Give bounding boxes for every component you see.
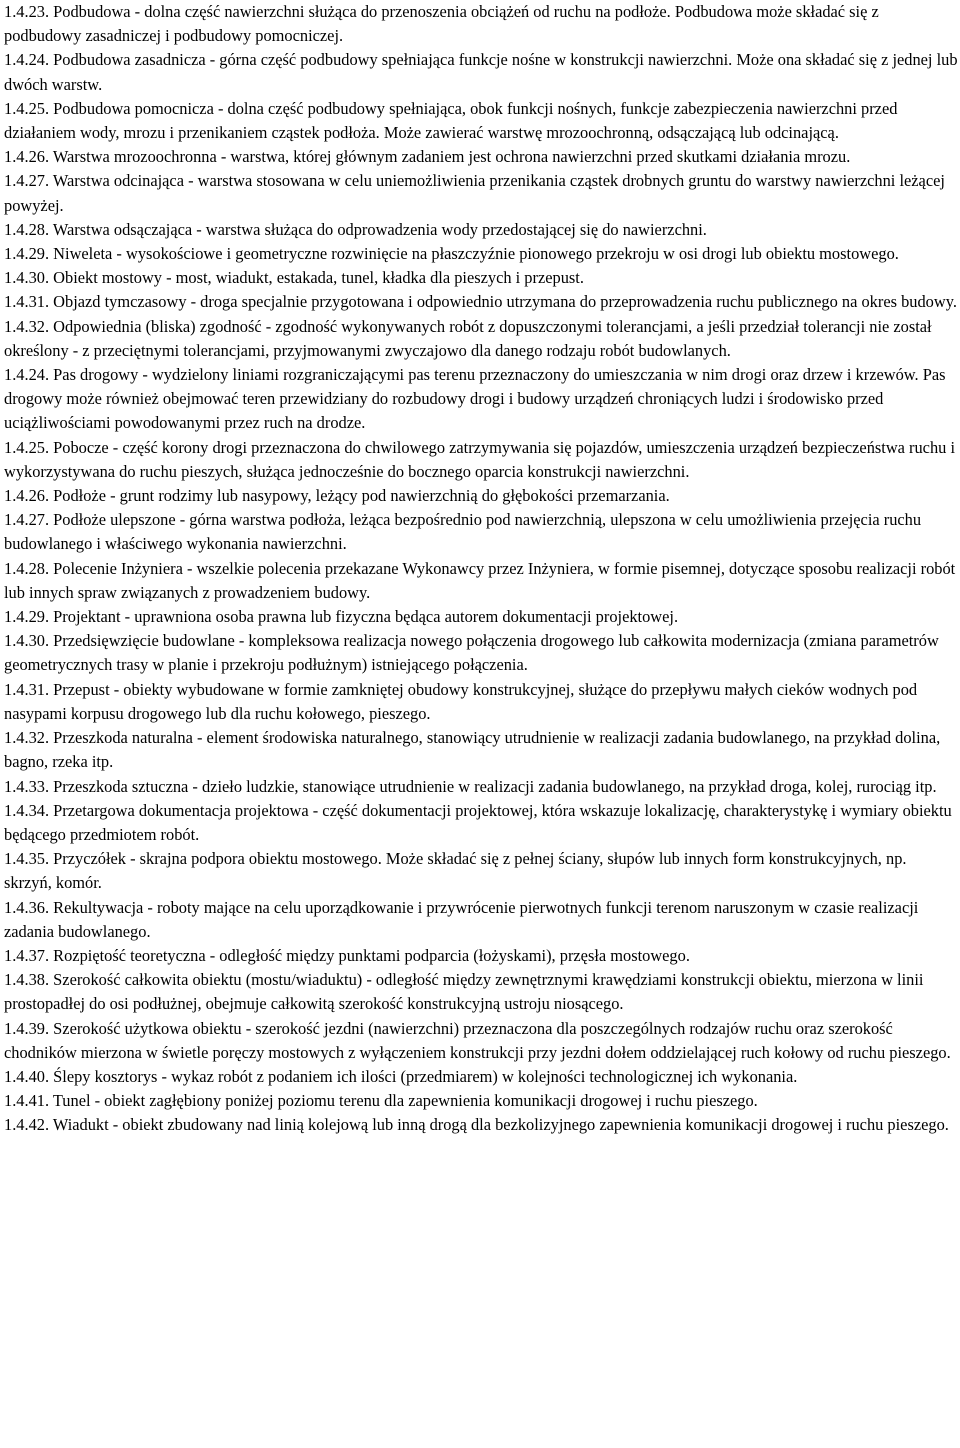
- definition-paragraph: 1.4.23. Podbudowa - dolna część nawierzchni służąca do przenoszenia obciążeń od ruchu na podłoże. Podbudowa może składać się z podbudowy zasadniczej i podbudowy pomocniczej.: [4, 2, 879, 46]
- definition-paragraph: 1.4.31. Objazd tymczasowy - droga specjalnie przygotowana i odpowiednio utrzymana do przeprowadzenia ruchu publicznego na okres budowy.: [4, 292, 957, 312]
- definition-paragraph: 1.4.32. Przeszkoda naturalna - element środowiska naturalnego, stanowiący utrudnienie w realizacji zadania budowlanego, na przykład dolina, bagno, rzeka itp.: [4, 728, 941, 772]
- definition-paragraph: 1.4.33. Przeszkoda sztuczna - dzieło ludzkie, stanowiące utrudnienie w realizacji zadania budowlanego, na przykład droga, kolej, rurociąg itp.: [4, 776, 937, 796]
- definition-paragraph: 1.4.42. Wiadukt - obiekt zbudowany nad linią kolejową lub inną drogą dla bezkolizyjnego zapewnienia komunikacji drogowej i ruchu pieszego.: [4, 1115, 949, 1135]
- definition-paragraph: 1.4.37. Rozpiętość teoretyczna - odległość między punktami podparcia (łożyskami), przęsła mostowego.: [4, 945, 690, 965]
- definition-paragraph: 1.4.25. Pobocze - część korony drogi przeznaczona do chwilowego zatrzymywania się pojazdów, umieszczenia urządzeń bezpieczeństwa ruchu i wykorzystywana do ruchu pieszych, służąca jednocześnie do bocznego oparcia konstrukcji nawierzchni.: [4, 437, 956, 481]
- definition-paragraph: 1.4.40. Ślepy kosztorys - wykaz robót z podaniem ich ilości (przedmiarem) w kolejności technologicznej ich wykonania.: [4, 1066, 798, 1086]
- definition-paragraph: 1.4.28. Warstwa odsączająca - warstwa służąca do odprowadzenia wody przedostającej się do nawierzchni.: [4, 219, 707, 239]
- definition-paragraph: 1.4.38. Szerokość całkowita obiektu (mostu/wiaduktu) - odległość między zewnętrznymi krawędziami konstrukcji obiektu, mierzona w linii prostopadłej do osi podłużnej, obejmuje całkowitą szerokość konstrukcyjną ustroju niosącego.: [4, 970, 924, 1014]
- definition-paragraph: 1.4.28. Polecenie Inżyniera - wszelkie polecenia przekazane Wykonawcy przez Inżyniera, w formie pisemnej, dotyczące sposobu realizacji robót lub innych spraw związanych z prowadzeniem budowy.: [4, 558, 956, 602]
- definition-paragraph: 1.4.35. Przyczółek - skrajna podpora obiektu mostowego. Może składać się z pełnej ściany, słupów lub innych form konstrukcyjnych, np. skrzyń, komór.: [4, 849, 907, 893]
- definition-paragraph: 1.4.31. Przepust - obiekty wybudowane w formie zamkniętej obudowy konstrukcyjnej, służące do przepływu małych cieków wodnych pod nasypami korpusu drogowego lub dla ruchu kołowego, pieszego.: [4, 679, 918, 723]
- definition-paragraph: 1.4.29. Projektant - uprawniona osoba prawna lub fizyczna będąca autorem dokumentacji projektowej.: [4, 607, 679, 627]
- definition-paragraph: 1.4.25. Podbudowa pomocnicza - dolna część podbudowy spełniająca, obok funkcji nośnych, funkcje zabezpieczenia nawierzchni przed działaniem wody, mrozu i przenikaniem cząstek podłoża. Może zawierać warstwę mrozoochronną, odsączającą lub odcinającą.: [4, 98, 898, 143]
- definition-paragraph: 1.4.24. Podbudowa zasadnicza - górna część podbudowy spełniająca funkcje nośne w konstrukcji nawierzchni. Może ona składać się z jednej lub dwóch warstw.: [4, 50, 958, 94]
- definition-paragraph: 1.4.24. Pas drogowy - wydzielony liniami rozgraniczającymi pas terenu przeznaczony do umieszczania w nim drogi oraz drzew i krzewów. Pas drogowy może również obejmować teren przewidziany do rozbudowy drogi i budowy urządzeń chroniących ludzi i środowisko przed uciążliwościami powodowanymi przez ruch na drodze.: [4, 365, 946, 433]
- definition-paragraph: 1.4.27. Warstwa odcinająca - warstwa stosowana w celu uniemożliwienia przenikania cząstek drobnych gruntu do warstwy nawierzchni leżącej powyżej.: [4, 171, 945, 215]
- definition-paragraph: 1.4.30. Obiekt mostowy - most, wiadukt, estakada, tunel, kładka dla pieszych i przepust.: [4, 268, 584, 288]
- definition-paragraph: 1.4.30. Przedsięwzięcie budowlane - kompleksowa realizacja nowego połączenia drogowego lub całkowita modernizacja (zmiana parametrów geometrycznych trasy w planie i przekroju podłużnym) istniejącego połączenia.: [4, 631, 939, 675]
- definition-paragraph: 1.4.36. Rekultywacja - roboty mające na celu uporządkowanie i przywrócenie pierwotnych funkcji terenom naruszonym w czasie realizacji zadania budowlanego.: [4, 897, 919, 941]
- definition-paragraph: 1.4.29. Niweleta - wysokościowe i geometryczne rozwinięcie na płaszczyźnie pionowego przekroju w osi drogi lub obiektu mostowego.: [4, 244, 899, 264]
- definition-paragraph: 1.4.39. Szerokość użytkowa obiektu - szerokość jezdni (nawierzchni) przeznaczona dla poszczególnych rodzajów ruchu oraz szerokość chodników mierzona w świetle poręczy mostowych z wyłączeniem konstrukcji przy jezdni dołem oddzielającej ruch kołowy od ruchu pieszego.: [4, 1018, 951, 1062]
- definition-paragraph: 1.4.26. Podłoże - grunt rodzimy lub nasypowy, leżący pod nawierzchnią do głębokości przemarzania.: [4, 486, 670, 506]
- definition-paragraph: 1.4.32. Odpowiednia (bliska) zgodność - zgodność wykonywanych robót z dopuszczonymi tolerancjami, a jeśli przedział tolerancji nie został określony - z przeciętnymi tolerancjami, przyjmowanymi zwyczajowo dla danego rodzaju robót budowlanych.: [4, 316, 932, 360]
- definition-paragraph: 1.4.41. Tunel - obiekt zagłębiony poniżej poziomu terenu dla zapewnienia komunikacji drogowej i ruchu pieszego.: [4, 1091, 758, 1111]
- definition-paragraph: 1.4.34. Przetargowa dokumentacja projektowa - część dokumentacji projektowej, która wskazuje lokalizację, charakterystykę i wymiary obiektu będącego przedmiotem robót.: [4, 800, 952, 844]
- definition-paragraph: 1.4.26. Warstwa mrozoochronna - warstwa, której głównym zadaniem jest ochrona nawierzchni przed skutkami działania mrozu.: [4, 147, 851, 167]
- definition-paragraph: 1.4.27. Podłoże ulepszone - górna warstwa podłoża, leżąca bezpośrednio pod nawierzchnią, ulepszona w celu umożliwienia przejęcia ruchu budowlanego i właściwego wykonania nawierzchni.: [4, 510, 922, 554]
